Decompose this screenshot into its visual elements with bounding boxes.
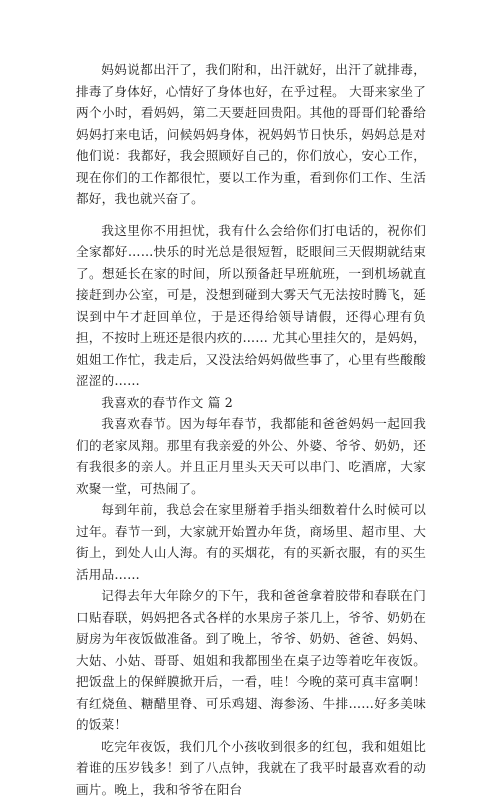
paragraph-5: 记得去年大年除夕的下午，我和爸爸拿着胶带和春联在门口贴春联，妈妈把各式各样的水果房子茶几上，爷爷、奶奶在厨房为年夜饭做准备。到了晚上，爷爷、奶奶、爸爸、妈妈、大姑、小姑、哥哥、姐姐和我都围坐在桌子边等着吃年夜饭。把饭盘上的保鲜膜掀开后，一看，哇！今晚的菜可真丰富啊！有红烧鱼、糖醋里脊、可乐鸡翅、海参汤、牛排……好多美味的饭菜！ (76, 585, 426, 736)
document-body (76, 59, 426, 800)
paragraph-1: 妈妈说都出汗了，我们附和，出汗就好，出汗了就排毒，排毒了身体好，心情好了身体也好，在乎过程。 大哥来家坐了两个小时，看妈妈，第二天要赶回贵阳。其他的哥哥们轮番给妈妈打来电话，问候妈妈身体，祝妈妈节日快乐，妈妈总是对他们说：我都好，我会照顾好自己的，你们放心，安心工作，现在你们的工作都很忙，要以工作为重，看到你们工作、生活都好，我也就兴奋了。 (76, 59, 426, 210)
paragraph-4: 每到年前，我总会在家里掰着手指头细数着什么时候可以过年。春节一到，大家就开始置办年货，商场里、超市里、大街上，到处人山人海。有的买烟花，有的买新衣服，有的买生活用品…… (76, 499, 426, 585)
paragraph-3: 我喜欢春节。因为每年春节，我都能和爸爸妈妈一起回我们的老家凤翔。那里有我亲爱的外公、外婆、爷爷、奶奶，还有我很多的亲人。并且正月里头天天可以串门、吃酒席，大家欢聚一堂，可热闹了。 (76, 413, 426, 499)
paragraph-spacer (76, 210, 426, 220)
paragraph-6: 吃完年夜饭，我们几个小孩收到很多的红包，我和姐姐比着谁的压岁钱多！到了八点钟，我就在了我平时最喜欢看的动画片。晚上，我和爷爷在阳台 (76, 736, 426, 800)
paragraph-2: 我这里你不用担忧，我有什么会给你们打电话的，祝你们全家都好……快乐的时光总是很短暂，眨眼间三天假期就结束了。想延长在家的时间，所以预备赶早班航班，一到机场就直接赶到办公室，可是，没想到碰到大雾天气无法按时腾飞，延误到中午才赶回单位，于是还得给领导请假，还得心理有负担，不按时上班还是很内疚的…… 尤其心里挂欠的，是妈妈，姐姐工作忙，我走后，又没法给妈妈做些事了，心里有些酸酸涩涩的…… (76, 220, 426, 392)
section-title: 我喜欢的春节作文 篇 2 (76, 392, 426, 414)
